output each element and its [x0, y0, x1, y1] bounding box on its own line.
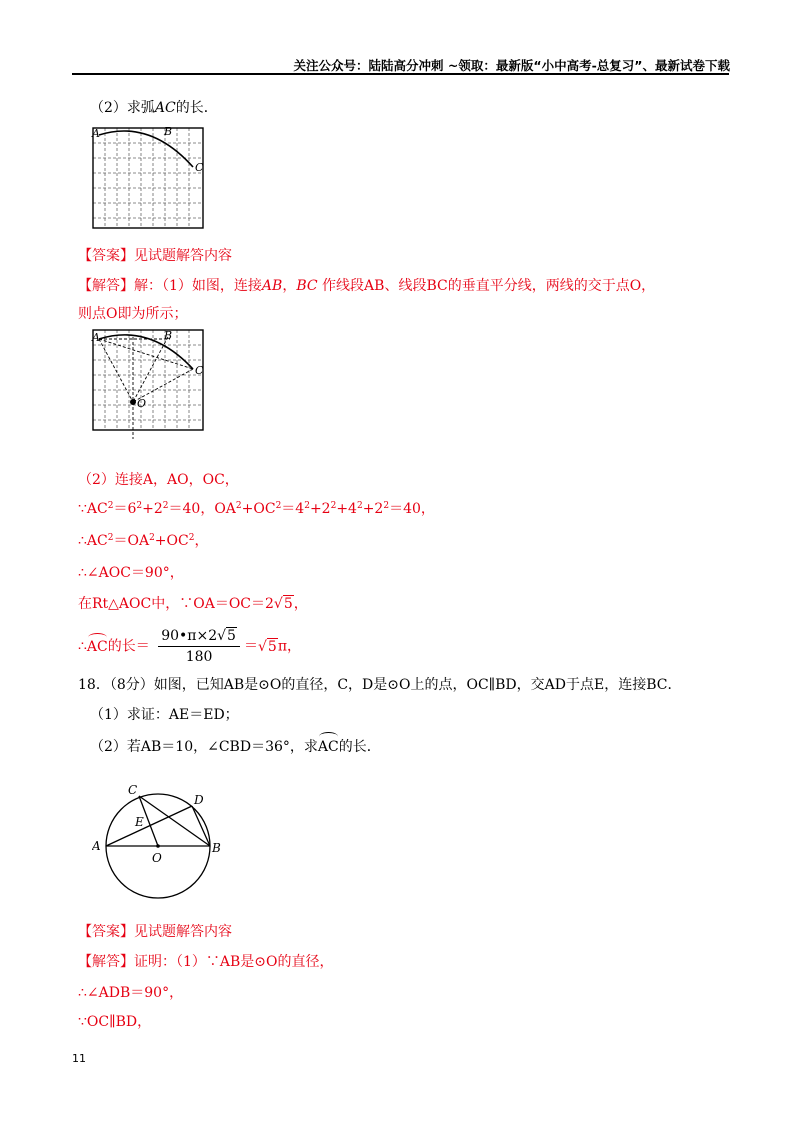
q17-step7: ∴AC的长＝ $\frac{90•\pi\times 2√5}{180}$ ＝√5π， — [78, 628, 302, 665]
fig2-label-b: B — [164, 329, 173, 342]
q17-step6: 在Rt△AOC中，∵OA＝OC＝2√5， — [78, 596, 308, 612]
q18-solution-line3: ∵OC∥BD， — [78, 1014, 152, 1030]
fig2-label-o: O — [137, 397, 147, 410]
fig1-label-c: C — [195, 161, 204, 174]
page-header: 关注公众号：陆陆高分冲刺 ~领取：最新版“小中高考-总复习”、最新试卷下载 — [293, 58, 730, 73]
q17-solution-line2: 则点O即为所示； — [78, 306, 188, 322]
q18-solution-line1: 【解答】证明：（1）∵AB是⊙O的直径， — [78, 954, 334, 970]
fig2-label-a: A — [92, 331, 100, 344]
figure-grid-arc-1 — [90, 125, 220, 230]
circle-label-b: B — [212, 841, 221, 855]
circle-label-c: C — [128, 783, 138, 797]
arc-length-fraction: $\frac{90•\pi\times 2√5}{180}$ — [158, 627, 240, 666]
q17-solution-line1: 【解答】解：（1）如图，连接AB，BC 作线段AB、线段BC的垂直平分线，两线的交于点O， — [78, 278, 656, 294]
q18-part2: （2）若AB＝10，∠CBD＝36°，求AC的长． — [90, 739, 381, 755]
q17-step2: （2）连接A，AO，OC， — [78, 472, 239, 488]
q17-step4: $\therefore AC^2=OA^2+OC^2$， — [78, 533, 209, 549]
fig1-label-a: A — [92, 127, 100, 140]
q17-step3: $\because AC^2=6^2+2^2=40$，$OA^2+OC^2=4^2+2^2+4^2+2^2=40$， — [78, 501, 435, 517]
fig2-label-c: C — [195, 364, 204, 377]
q17-part2: （2）求弧AC的长． — [90, 100, 218, 116]
circle-label-o: O — [152, 851, 162, 865]
q18-solution-line2: ∴∠ADB＝90°， — [78, 985, 184, 1001]
circle-label-e: E — [135, 815, 144, 829]
figure-grid-arc-2 — [90, 327, 220, 442]
figure-circle — [92, 780, 237, 900]
page-number: 11 — [72, 1052, 86, 1065]
q17-step5: ∴∠AOC＝90°， — [78, 565, 184, 581]
q18-stem: 18．（8分）如图，已知AB是⊙O的直径，C，D是⊙O上的点，OC∥BD，交AD于点E，连接BC． — [78, 677, 682, 693]
header-rule — [72, 73, 729, 75]
fig1-label-b: B — [164, 125, 173, 138]
circle-label-d: D — [194, 793, 204, 807]
q17-answer-label: 【答案】见试题解答内容 — [78, 248, 232, 264]
circle-label-a: A — [92, 839, 101, 853]
q18-answer-label: 【答案】见试题解答内容 — [78, 924, 232, 940]
q18-part1: （1）求证：AE＝ED； — [90, 707, 239, 723]
